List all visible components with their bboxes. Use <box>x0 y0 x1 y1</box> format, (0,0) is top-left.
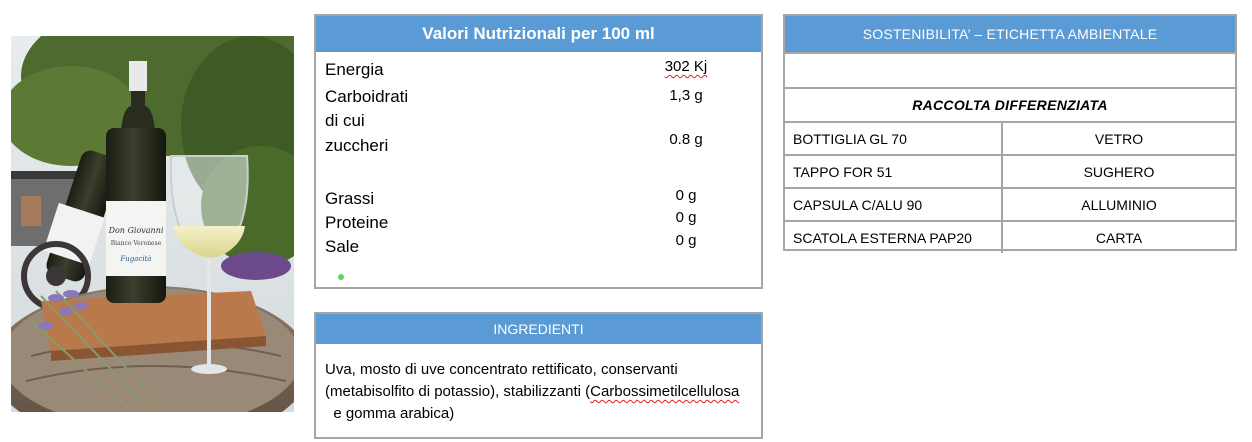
nutrition-label-zuccheri: zuccheri <box>325 136 389 155</box>
environmental-title: SOSTENIBILITA’ – ETICHETTA AMBIENTALE <box>785 16 1235 52</box>
nutrition-label-di-cui: di cui <box>325 111 365 130</box>
blank-row <box>785 52 1235 87</box>
table-row <box>785 121 1235 154</box>
bottle-signature: Fugacità <box>120 255 152 263</box>
ingredients-text-part1: Uva, mosto di uve concentrato rettificato, conservanti (metabisolfito di potassio), stabilizzanti ( <box>325 361 678 400</box>
material-cell: VETRO <box>1094 130 1144 147</box>
bottle-brand: Don Giovanni <box>108 226 164 235</box>
nutrition-label-grassi: Grassi <box>325 189 375 208</box>
nutrition-value-energia: 302 Kj <box>664 58 708 75</box>
nutrition-label-energia: Energia <box>325 60 384 79</box>
environmental-label-table <box>783 14 1237 251</box>
nutrition-value-grassi: 0 g <box>675 187 697 204</box>
component-cell: TAPPO FOR 51 <box>785 156 1003 187</box>
nutrition-label-carboidrati: Carboidrati <box>325 87 409 106</box>
component-cell: BOTTIGLIA GL 70 <box>785 123 1003 154</box>
nutrition-table <box>314 14 763 289</box>
table-row <box>785 187 1235 220</box>
material-cell: ALLUMINIO <box>1081 196 1157 213</box>
raccolta-differenziata-heading: RACCOLTA DIFFERENZIATA <box>785 87 1235 121</box>
bottle-label <box>106 226 166 263</box>
ingredients-box <box>314 312 763 439</box>
nutrition-value-proteine: 0 g <box>675 209 697 226</box>
green-dot-marker <box>338 274 344 280</box>
table-row <box>785 220 1235 253</box>
material-cell: CARTA <box>1095 229 1143 246</box>
nutrition-title: Valori Nutrizionali per 100 ml <box>316 16 761 52</box>
component-cell: CAPSULA C/ALU 90 <box>785 189 1003 220</box>
nutrition-label-sale: Sale <box>325 237 360 256</box>
ingredients-text-part2: e gomma arabica) <box>325 405 455 422</box>
nutrition-value-carboidrati: 1,3 g <box>669 87 703 104</box>
nutrition-value-zuccheri: 0.8 g <box>669 131 703 148</box>
ingredients-misspelled-word: Carbossimetilcellulosa <box>590 383 740 400</box>
ingredients-title: INGREDIENTI <box>316 314 761 344</box>
nutrition-label-proteine: Proteine <box>325 213 389 232</box>
table-row <box>785 154 1235 187</box>
ingredients-text <box>325 359 745 425</box>
nutrition-value-sale: 0 g <box>675 232 697 249</box>
component-cell: SCATOLA ESTERNA PAP20 <box>785 222 1003 253</box>
bottle-line: Bianco Veronese <box>110 240 162 247</box>
wine-photo <box>11 36 294 412</box>
material-cell: SUGHERO <box>1083 163 1155 180</box>
